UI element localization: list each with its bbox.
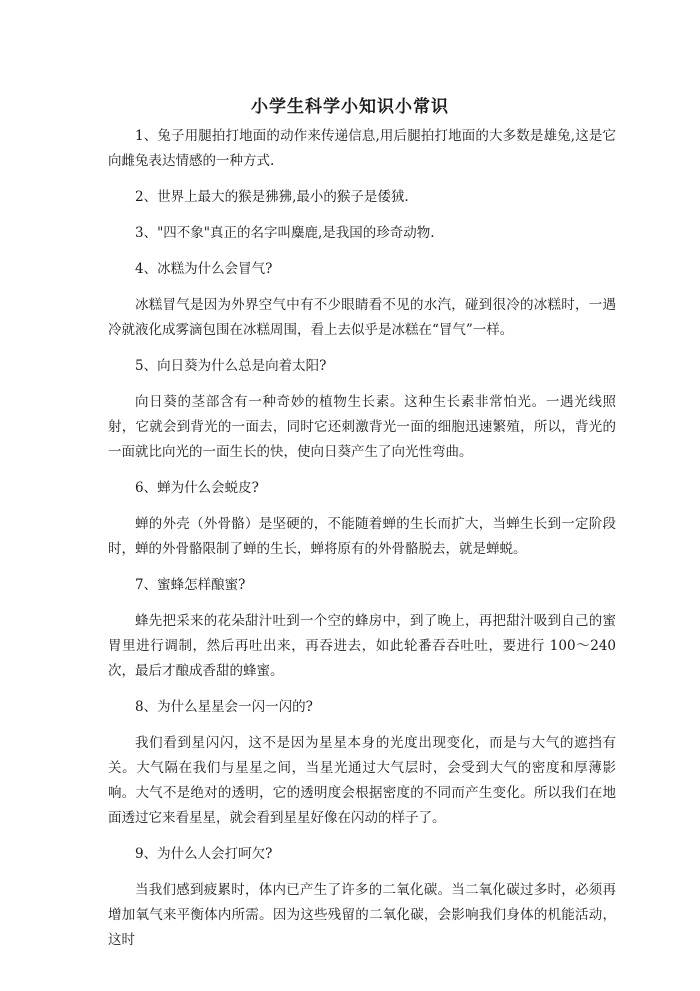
answer-5: 向日葵的茎部含有一种奇妙的植物生长素。这种生长素非常怕光。一遇光线照射，它就会到背光的一面去，同时它还刺激背光一面的细胞迅速繁殖，所以，背光的一面就比向光的一面生长的快，使向日葵产生了向光性弯曲。 [108,394,616,460]
question-4: 4、冰糕为什么会冒气? [135,261,273,277]
question-8: 8、为什么星星会一闪一闪的? [135,699,313,715]
answer-6: 蝉的外壳（外骨骼）是坚硬的，不能随着蝉的生长而扩大，当蝉生长到一定阶段时，蝉的外骨骼限制了蝉的生长，蝉将原有的外骨骼脱去，就是蝉蜕。 [108,516,616,557]
question-6: 6、蝉为什么会蜕皮? [135,480,259,496]
paragraph-1: 1、兔子用腿拍打地面的动作来传递信息,用后腿拍打地面的大多数是雄兔,这是它向雌兔表达情感的一种方式. [108,128,616,169]
answer-4: 冰糕冒气是因为外界空气中有不少眼睛看不见的水汽，碰到很冷的冰糕时，一遇冷就液化成雾滴包围在冰糕周围，看上去似乎是冰糕在“冒气”一样。 [108,297,616,338]
answer-9: 当我们感到疲累时，体内已产生了许多的二氧化碳。当二氧化碳过多时，必须再增加氧气来平衡体内所需。因为这些残留的二氧化碳，会影响我们身体的机能活动，这时 [108,882,616,948]
answer-7: 蜂先把采来的花朵甜汁吐到一个空的蜂房中，到了晚上，再把甜汁吸到自己的蜜胃里进行调制，然后再吐出来，再吞进去，如此轮番吞吞吐吐，要进行 100～240 次，最后才酿成香甜的蜂蜜。 [108,613,616,679]
paragraph-2: 2、世界上最大的猴是狒狒,最小的猴子是倭狨. [135,189,409,205]
question-9: 9、为什么人会打呵欠? [135,846,273,862]
paragraph-3: 3、"四不象"真正的名字叫麋鹿,是我国的珍奇动物. [135,225,435,241]
answer-8: 我们看到星闪闪，这不是因为星星本身的光度出现变化，而是与大气的遮挡有关。大气隔在我们与星星之间，当星光通过大气层时，会受到大气的密度和厚薄影响。大气不是绝对的透明，它的透明度会根据密度的不同而产生变化。所以我们在地面透过它来看星星，就会看到星星好像在闪动的样子了。 [108,735,616,826]
document-body [108,124,616,964]
document-title: 小学生科学小知识小常识 [251,97,449,117]
question-7: 7、蜜蜂怎样酿蜜? [135,577,246,593]
question-5: 5、向日葵为什么总是向着太阳? [135,358,327,374]
